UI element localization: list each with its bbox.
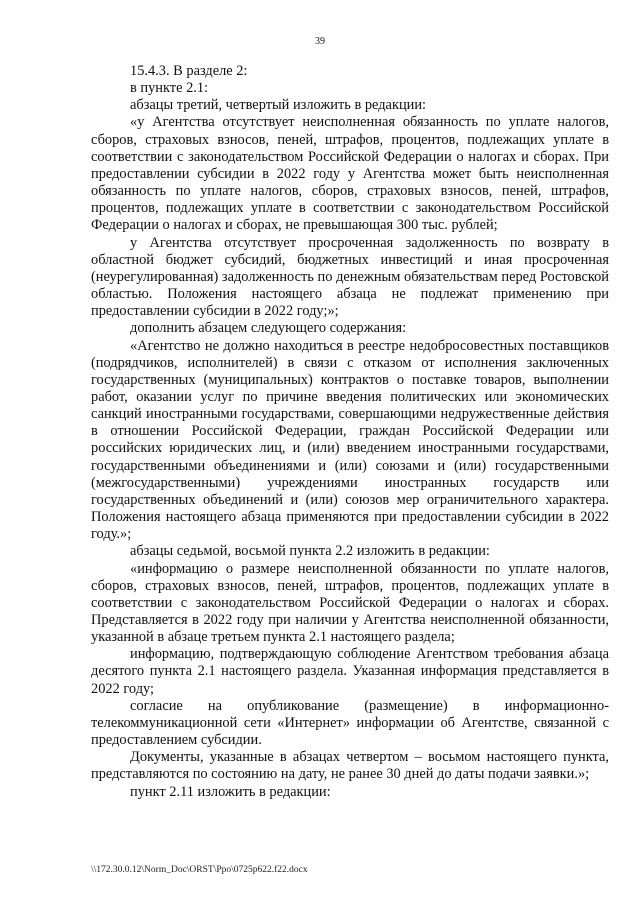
paragraph-instruction: дополнить абзацем следующего содержания: — [130, 320, 407, 337]
page-number: 39 — [315, 36, 325, 47]
paragraph-supplier-registry: «Агентство не должно находиться в реестре недобросовестных поставщиков (подрядчиков, исполнителей) в связи с отказом от исполнения заключенных государственных (муниципальных) контрактов о поставке товаров, выполнении работ, оказании услуг по причине введения политических или экономических санкций иностранными государствами, совершающими недружественные действия в отношении Российской Федерации, граждан Российской Федерации или российских юридических лиц, и (или) введением иностранными государствами, государственными объединениями и (или) союзами и (или) государственными (межгосударственными) учреждениями иностранных государств или государственных объединений и (или) союзов мер ограничительного характера. Положения настоящего абзаца применяются при предоставлении субсидии в 2022 году.»; — [91, 337, 609, 543]
paragraph-compliance-information: информацию, подтверждающую соблюдение Агентством требования абзаца десятого пункта 2.1 настоящего раздела. Указанная информация представляется в 2022 году; — [91, 646, 609, 697]
paragraph-tax-information: «информацию о размере неисполненной обязанности по уплате налогов, сборов, страховых взносов, пеней, штрафов, процентов, подлежащих уплате в соответствии с законодательством Российской Федерации о налогах и сборах. Представляется в 2022 году при наличии у Агентства неисполненной обязанности, указанной в абзаце третьем пункта 2.1 настоящего раздела; — [91, 560, 609, 646]
footer-file-path: \\172.30.0.12\Norm_Doc\ORST\Ppo\0725p622.f22.docx — [91, 865, 308, 875]
paragraph-publication-consent: согласие на опубликование (размещение) в информационно-телекоммуникационной сети «Интернет» информации об Агентстве, связанной с предоставлением субсидии. — [91, 697, 609, 749]
paragraph-clause-2-11: пункт 2.11 изложить в редакции: — [130, 783, 331, 800]
paragraph-instruction: абзацы седьмой, восьмой пункта 2.2 изложить в редакции: — [130, 543, 490, 560]
paragraph-tax-obligation: «у Агентства отсутствует неисполненная обязанность по уплате налогов, сборов, страховых взносов, пеней, штрафов, процентов, подлежащих уплате в соответствии с законодательством Российской Федерации о налогах и сборах. При предоставлении субсидии в 2022 году у Агентства может быть неисполненная обязанность по уплате налогов, сборов, страховых взносов, пеней, штрафов, процентов, подлежащих уплате в соответствии с законодательством Российской Федерации о налогах и сборах, не превышающая 300 тыс. рублей; — [91, 114, 609, 234]
paragraph-instruction: абзацы третий, четвертый изложить в редакции: — [130, 97, 427, 114]
paragraph-clause-2-1: в пункте 2.1: — [130, 80, 209, 97]
document-body — [91, 63, 609, 801]
paragraph-documents-date: Документы, указанные в абзацах четвертом – восьмом настоящего пункта, представляются по состоянию на дату, не ранее 30 дней до даты подачи заявки.»; — [91, 749, 609, 783]
paragraph-section-heading: 15.4.3. В разделе 2: — [130, 63, 248, 79]
paragraph-overdue-debt: у Агентства отсутствует просроченная задолженность по возврату в областной бюджет субсидий, бюджетных инвестиций и иная просроченная (неурегулированная) задолженность по денежным обязательствам перед Ростовской областью. Положения настоящего абзаца не подлежат применению при предоставлении субсидии в 2022 году;»; — [91, 234, 609, 320]
